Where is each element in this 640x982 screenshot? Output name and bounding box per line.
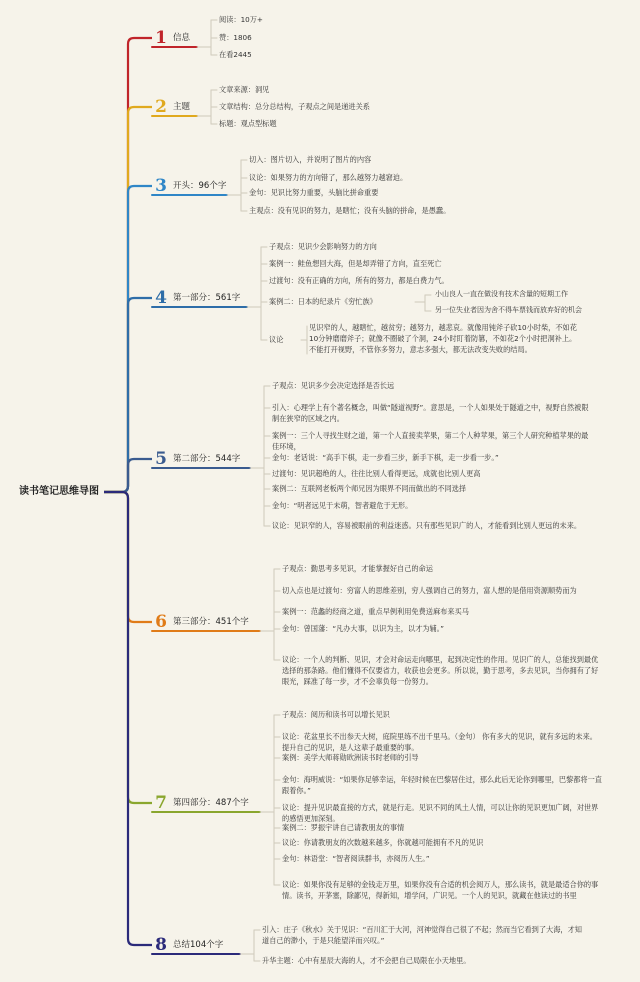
leaf-item: 切入点也是过渡句：穷富人的思维差别，穷人强调自己的努力，富人想的是借用资源顺势而为 <box>282 586 577 595</box>
branch-label: 第三部分：451个字 <box>173 617 249 627</box>
leaf-item: 议论：花盆里长不出参天大树，庭院里练不出千里马。（金句） 你有多大的见识，就有多远的未来。提升自己的见识，是人这辈子最重要的事。 <box>282 732 597 752</box>
leaf-item: 阅读：10万+ <box>219 15 263 24</box>
branch-number: 4 <box>155 288 167 308</box>
leaf-item: 议论：你请教朋友的次数越来越多，你就越可能拥有不凡的见识 <box>282 838 484 847</box>
branch-label: 总结104个字 <box>173 940 224 950</box>
leaf-item: 案例一：范蠡的经商之道，重点早例利用免费送麻布来买马 <box>282 607 469 616</box>
branch-number: 6 <box>155 612 167 632</box>
leaf-item: 升华主题：心中有星辰大海的人，才不会把自己局限在小天地里。 <box>262 956 471 965</box>
branch-label: 第二部分：544字 <box>173 454 241 464</box>
leaf-item: 金句：见识比努力重要，头脑比拼命重要 <box>249 188 379 197</box>
branch-node <box>152 794 249 812</box>
leaf-item: 议论：提升见识最直接的方式，就是行走。见识不同的风土人情，可以让你的见识更加广阔，对世界的感悟更加深刻。 <box>282 803 599 823</box>
leaf-item: 金句：老话说：“高手下棋，走一步看三步，新手下棋，走一步看一步。” <box>272 453 499 462</box>
leaf-item: 文章来源：洞见 <box>219 85 270 94</box>
leaf-item: 议论：如果努力的方向错了，那么越努力越窘迫。 <box>249 173 408 182</box>
leaf-item: 案例：美学大师蒋勋欧洲读书时老师的引导 <box>282 753 419 762</box>
connector-curve <box>104 492 152 945</box>
leaf-item: 议论 <box>269 335 284 344</box>
sub-item: 另一位失业者因为舍不得车票钱而放弃好的机会 <box>435 306 582 314</box>
leaf-item: 议论：如果你没有足够的金钱走万里，如果你没有合适的机会阅万人，那么读书，就是最适合你的事情。读书，开茅塞，除鄙见，得新知，增学问，广识见。一个人的见识，就藏在他读过的书里 <box>282 880 599 900</box>
branch-node <box>152 613 249 631</box>
branch-number: 1 <box>155 28 167 48</box>
leaf-item: 子观点：阅历和读书可以增长见识 <box>282 710 390 719</box>
leaf-item: 案例二：日本的纪录片《穷忙族》 <box>269 297 377 306</box>
leaf-item: 金句：海明威说：“如果你足够幸运，年轻时候在巴黎居住过，那么此后无论你到哪里，巴黎都将一直跟着你。” <box>282 775 602 795</box>
leaf-item: 金句：曾国藩：“凡办大事，以识为主，以才为辅。” <box>282 624 444 633</box>
branch-label: 主题 <box>173 102 191 112</box>
branch-number: 5 <box>155 449 167 469</box>
leaf-item: 子观点：见识少会影响努力的方向 <box>269 242 377 251</box>
connector-curve <box>104 459 152 492</box>
branch-label: 第四部分：487个字 <box>173 798 249 808</box>
sub-item: 小山良人一直在做没有技术含量的短期工作 <box>435 290 568 298</box>
branch-label: 开头：96个字 <box>173 181 227 191</box>
branch-number: 7 <box>155 793 167 813</box>
branch-label: 第一部分：561字 <box>173 293 241 303</box>
leaf-item: 引入：心理学上有个著名概念，叫做“隧道视野”。意思是，一个人如果处于隧道之中，视野自然被限制在狭窄的区域之内。 <box>272 403 589 423</box>
leaf-item: 案例一：三个人寻找生财之道，第一个人直接卖苹果，第二个人种苹果，第三个人研究种植苹果的最佳环境， <box>272 431 589 451</box>
leaf-item: 切入：图片切入，并说明了图片的内容 <box>249 155 372 164</box>
leaf-item: 标题：观点型标题 <box>219 119 277 128</box>
leaf-item: 议论：一个人的判断、见识，才会对命运走向哪里，起到决定性的作用。见识广的人，总能找到最优选择的那条路。他们懂得不仅要省力，收获也会更多。所以说，勤于思考，多去见识，当你拥有了好眼光，踩准了每一步，才不会辜负每一份努力。 <box>282 655 599 686</box>
branch-node <box>152 936 223 954</box>
branch-node <box>152 289 240 307</box>
discussion-paragraph: 见识窄的人，越瞎忙，越贫穷；越努力，越悲哀。就像用钝斧子砍10小时柴，不如花10分钟磨磨斧子；就像不圈破了个洞，24小时盯着防篡，不如花2个小时把洞补上。 不能打开视野，不管你多努力，意志多强大，都无法改变失败的结局。 <box>309 323 577 354</box>
leaf-item: 在看2445 <box>219 50 252 59</box>
branch-node <box>152 177 226 195</box>
leaf-item: 案例二：互联网老板两个师兄因为眼界不同而做出的不同选择 <box>272 484 467 493</box>
leaf-item: 金句：“明者远见于未萌，智者避危于无形。 <box>272 501 413 510</box>
leaf-item: 文章结构：总分总结构，子观点之间是递进关系 <box>219 102 370 111</box>
leaf-item: 过渡句：见识超绝的人，往往比别人看得更远，成就也比别人更高 <box>272 469 481 478</box>
leaf-item: 子观点：见识多少会决定选择是否长远 <box>272 381 395 390</box>
leaf-item: 主观点：没有见识的努力，是瞎忙；没有头脑的拼命，是愚蠢。 <box>249 206 451 215</box>
branch-number: 3 <box>155 176 167 196</box>
leaf-item: 过渡句：没有正确的方向，所有的努力，都是白费力气。 <box>269 276 449 285</box>
leaf-item: 引入：庄子《秋水》关于见识：“百川汇于大河，河神觉得自己很了不起；然而当它看到了大海，才知道自己的渺小，于是只能望洋而兴叹。” <box>262 925 582 945</box>
branch-number: 8 <box>155 935 167 955</box>
branch-number: 2 <box>155 97 167 117</box>
leaf-item: 议论：见识窄的人，容易被眼前的利益迷惑。只有那些见识广的人，才能看到比别人更远的未来。 <box>272 521 582 530</box>
root-node: 读书笔记思维导图 <box>19 486 99 497</box>
leaf-item: 案例一：鲑鱼想回大海，但是却弄错了方向，直至死亡 <box>269 259 442 268</box>
leaf-item: 赞：1806 <box>219 33 252 42</box>
branch-node <box>152 29 190 47</box>
leaf-item: 金句：林语堂：“智者阅读群书，亦阅历人生。” <box>282 854 430 863</box>
leaf-item: 案例二：罗振宇讲自己请教朋友的事情 <box>282 823 405 832</box>
branch-node <box>152 450 240 468</box>
branch-node <box>152 98 190 116</box>
branch-label: 信息 <box>173 33 191 43</box>
leaf-item: 子观点：勤思考多见识，才能掌握好自己的命运 <box>282 564 433 573</box>
